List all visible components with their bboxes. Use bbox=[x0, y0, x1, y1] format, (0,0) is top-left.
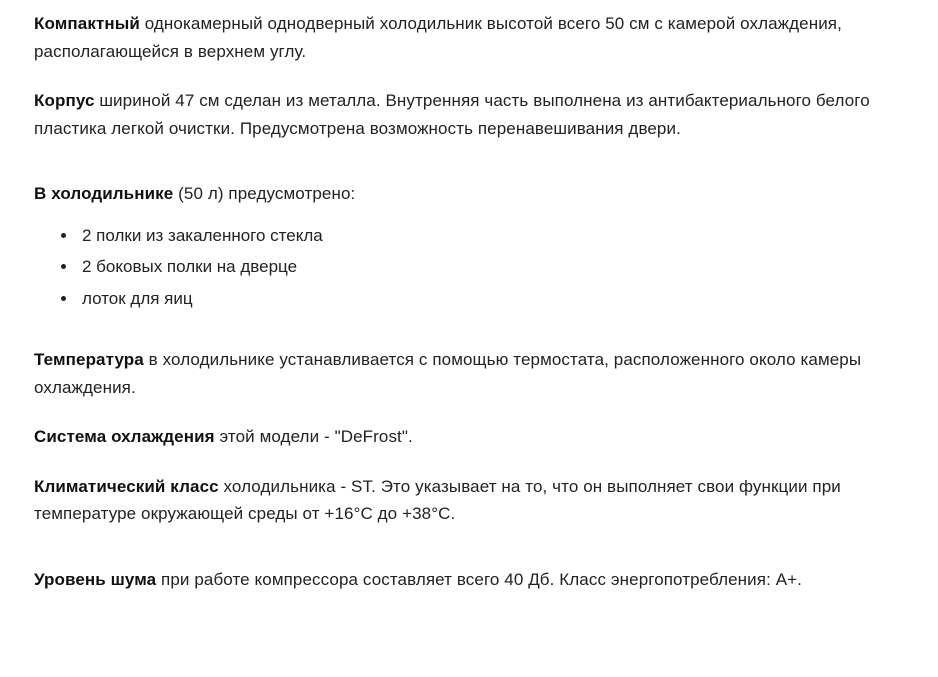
paragraph-lead: Температура bbox=[34, 350, 144, 370]
paragraph-text: шириной 47 см сделан из металла. Внутренняя часть выполнена из антибактериального белого пластика легкой очистки. Предусмотрена возможность перенавешивания двери. bbox=[34, 91, 870, 138]
paragraph-text: холодильника - ST. Это указывает на то, что он выполняет свои функции при температуре окружающей среды от +16°C до +38°C. bbox=[34, 476, 841, 524]
paragraph-lead: Климатический класс bbox=[34, 476, 219, 496]
list-item: • 2 полки из закаленного стекла bbox=[78, 222, 898, 250]
paragraph-lead: Уровень шума bbox=[34, 569, 157, 589]
list-item: • лоток для яиц bbox=[78, 285, 898, 313]
paragraph-compact bbox=[34, 10, 898, 65]
paragraph-cooling-system bbox=[34, 423, 898, 451]
paragraph-climate-class bbox=[34, 473, 898, 528]
paragraph-lead: Система охлаждения bbox=[34, 427, 215, 447]
paragraph-text: при работе компрессора составляет всего 40 Дб. Класс энергопотребления: А+. bbox=[156, 569, 803, 589]
paragraph-text: этой модели - "DeFrost". bbox=[214, 427, 413, 447]
feature-list bbox=[34, 222, 898, 313]
paragraph-lead: В холодильнике bbox=[34, 184, 174, 204]
paragraph-temperature bbox=[34, 346, 898, 401]
paragraph-body bbox=[34, 87, 898, 142]
paragraph-text: в холодильнике устанавливается с помощью термостата, расположенного около камеры охлаждения. bbox=[34, 350, 862, 397]
paragraph-lead: Компактный bbox=[34, 14, 140, 33]
paragraph-fridge-intro bbox=[34, 180, 898, 208]
paragraph-lead: Корпус bbox=[34, 91, 95, 111]
paragraph-text: однокамерный однодверный холодильник высотой всего 50 см с камерой охлаждения, располагающейся в верхнем углу. bbox=[34, 14, 842, 61]
paragraph-text: (50 л) предусмотрено: bbox=[173, 184, 356, 204]
list-item: • 2 боковых полки на дверце bbox=[78, 253, 898, 281]
paragraph-noise-level bbox=[34, 566, 898, 594]
